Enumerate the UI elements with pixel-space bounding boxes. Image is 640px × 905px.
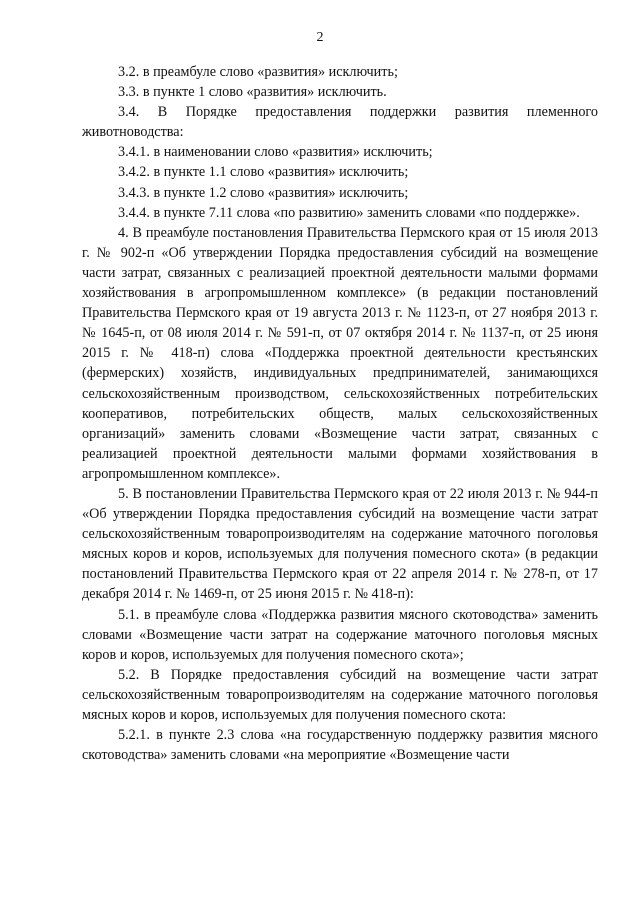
paragraph-3-4-3: 3.4.3. в пункте 1.2 слово «развития» исключить;	[118, 184, 409, 201]
paragraph-3-4: 3.4. В Порядке предоставления поддержки развития племенного животноводства:	[82, 104, 598, 141]
page-number: 2	[316, 30, 324, 45]
document-body	[82, 62, 598, 765]
paragraph-3-4-2: 3.4.2. в пункте 1.1 слово «развития» исключить;	[118, 164, 409, 181]
paragraph-3-2: 3.2. в преамбуле слово «развития» исключить;	[118, 64, 398, 80]
paragraph-5-1: 5.1. в преамбуле слова «Поддержка развития мясного скотоводства» заменить словами «Возмещение части затрат на содержание маточного поголовья мясных коров и коров, используемых для получения помесного скота»;	[82, 606, 598, 663]
paragraph-5-2-1: 5.2.1. в пункте 2.3 слова «на государственную поддержку развития мясного скотоводства» заменить словами «на мероприятие «Возмещение части	[82, 727, 598, 764]
paragraph-3-3: 3.3. в пункте 1 слово «развития» исключить.	[118, 84, 387, 101]
paragraph-5-2: 5.2. В Порядке предоставления субсидий на возмещение части затрат сельскохозяйственным товаропроизводителям на содержание маточного поголовья мясных коров и коров, используемых для получения помесного скота:	[82, 666, 598, 723]
paragraph-4: 4. В преамбуле постановления Правительства Пермского края от 15 июля 2013 г. № 902-п «Об утверждении Порядка предоставления субсидий на возмещение части затрат, связанных с реализацией проектной деятельности малыми формами хозяйствования в агропромышленном комплексе» (в редакции постановлений Правительства Пермского края от 19 августа 2013 г. № 1123-п, от 27 ноября 2013 г. № 1645-п, от 08 июля 2014 г. № 591-п, от 07 октября 2014 г. № 1137-п, от 25 июня 2015 г. № 418-п) слова «Поддержка проектной деятельности крестьянских (фермерских) хозяйств, индивидуальных предпринимателей, занимающихся сельскохозяйственным производством, сельскохозяйственных потребительских кооперативов, потребительских обществ, малых сельскохозяйственных организаций» заменить словами «Возмещение части затрат, связанных с реализацией проектной деятельности малыми формами хозяйствования в агропромышленном комплексе».	[82, 224, 598, 482]
paragraph-3-4-1: 3.4.1. в наименовании слово «развития» исключить;	[118, 144, 433, 161]
paragraph-5: 5. В постановлении Правительства Пермского края от 22 июля 2013 г. № 944-п «Об утверждении Порядка предоставления субсидий на возмещение части затрат сельскохозяйственным товаропроизводителям на содержание маточного поголовья мясных коров и коров, используемых для получения помесного скота» (в редакции постановлений Правительства Пермского края от 22 апреля 2014 г. № 278-п, от 17 декабря 2014 г. № 1469-п, от 25 июня 2015 г. № 418-п):	[82, 485, 598, 603]
paragraph-3-4-4: 3.4.4. в пункте 7.11 слова «по развитию» заменить словами «по поддержке».	[118, 204, 580, 221]
